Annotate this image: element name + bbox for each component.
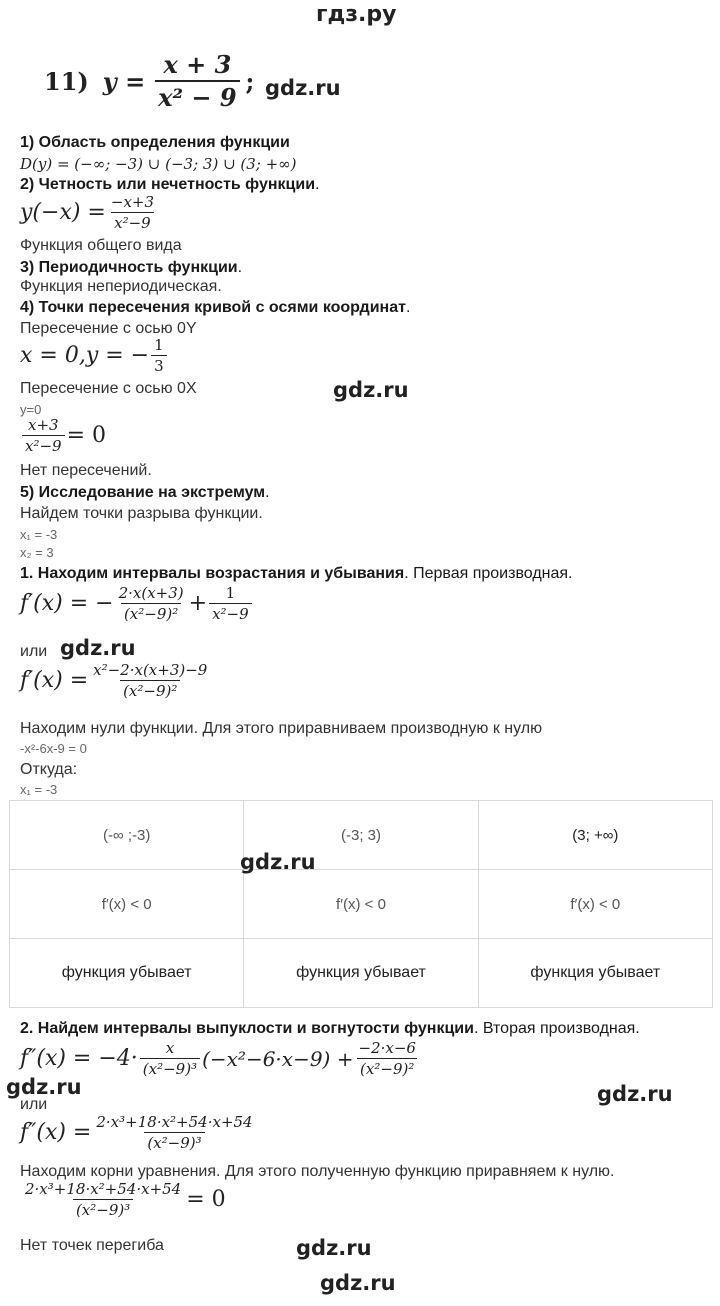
- or-label-2: или: [20, 1096, 48, 1113]
- problem-lhs: y =: [102, 66, 146, 96]
- ox-rhs: = 0: [66, 423, 107, 448]
- monotonicity-table: [9, 800, 713, 1008]
- section-extremum-heading: 5) Исследование на экстремум.: [20, 484, 270, 501]
- d1b-lhs: f′(x) =: [20, 668, 89, 693]
- whence-label: Откуда:: [20, 761, 78, 778]
- watermark-gdz-8: gdz.ru: [320, 1271, 396, 1295]
- parity-denominator: x²−9: [111, 212, 154, 232]
- d1-lhs: f′(x) = −: [20, 591, 114, 616]
- d2-lhs: f″(x) = −4·: [20, 1046, 138, 1071]
- monotonicity-heading: 1. Находим интервалы возрастания и убывания. Первая производная.: [20, 565, 573, 582]
- d2-denominator-2: (x²−9)²: [357, 1058, 417, 1078]
- sign-cell: f′(x) < 0: [478, 870, 712, 939]
- problem-fraction: [155, 50, 239, 112]
- d2-denominator-1: (x²−9)³: [140, 1058, 200, 1078]
- interval-cell: (-3; 3): [244, 801, 478, 870]
- interval-cell: (-∞ ;-3): [10, 801, 244, 870]
- d1b-denominator: (x²−9)²: [120, 680, 180, 700]
- break-x1: x₁ = -3: [20, 527, 58, 542]
- d2b-fraction: [93, 1113, 255, 1152]
- periodicity-note: Функция непериодическая.: [20, 278, 222, 295]
- ox-label: Пересечение с осью 0X: [20, 380, 197, 397]
- parity-fraction: [108, 193, 157, 232]
- d2-numerator-1: x: [165, 1039, 175, 1057]
- sign-cell: f′(x) < 0: [244, 870, 478, 939]
- parity-note: Функция общего вида: [20, 237, 182, 254]
- problem-statement: [44, 50, 254, 112]
- table-row: [10, 801, 713, 870]
- d1-denominator-1: (x²−9)²: [121, 603, 181, 623]
- d2-fraction-1: [140, 1039, 200, 1078]
- inflection-fraction: [22, 1180, 184, 1219]
- ox-result: Нет пересечений.: [20, 462, 152, 479]
- interval-cell: (3; +∞): [478, 801, 712, 870]
- behavior-cell: функция убывает: [478, 939, 712, 1008]
- parity-lhs: y(−x) =: [20, 200, 106, 225]
- convexity-heading: 2. Найдем интервалы выпуклости и вогнутости функции. Вторая производная.: [20, 1020, 640, 1037]
- d2b-numerator: 2·x³+18·x²+54·x+54: [96, 1113, 253, 1131]
- problem-denominator: x² − 9: [155, 80, 239, 112]
- sign-cell: f′(x) < 0: [10, 870, 244, 939]
- d2-fraction-2: [355, 1039, 418, 1078]
- d1-fraction-2: [209, 584, 252, 623]
- watermark-gdz-3: gdz.ru: [60, 636, 136, 660]
- behavior-cell: функция убывает: [10, 939, 244, 1008]
- second-derivative-simplified: [20, 1113, 258, 1152]
- d1b-numerator: x²−2·x(x+3)−9: [93, 661, 208, 679]
- inflection-numerator: 2·x³+18·x²+54·x+54: [25, 1180, 182, 1198]
- breaks-note: Найдем точки разрыва функции.: [20, 505, 263, 522]
- d1-numerator-2: 1: [225, 584, 236, 602]
- problem-semicolon: ;: [245, 66, 255, 96]
- ox-fraction: [22, 416, 65, 455]
- d1b-fraction: [90, 661, 210, 700]
- watermark-gdz-4: gdz.ru: [240, 850, 316, 874]
- zeros-note: Находим нули функции. Для этого приравниваем производную к нулю: [20, 720, 543, 737]
- d2b-denominator: (x²−9)³: [144, 1132, 204, 1152]
- d2b-lhs: f″(x) =: [20, 1120, 92, 1145]
- inflection-result: Нет точек перегиба: [20, 1237, 164, 1254]
- d1-plus: +: [188, 591, 208, 616]
- oy-denominator: 3: [151, 355, 167, 375]
- oy-fraction: [151, 336, 167, 375]
- or-label-1: или: [20, 643, 48, 660]
- ox-denominator: x²−9: [22, 435, 65, 455]
- oy-lhs: x = 0,y = −: [20, 343, 150, 368]
- section-periodicity-heading: 3) Периодичность функции.: [20, 259, 243, 276]
- section-domain-heading: 1) Область определения функции: [20, 134, 290, 151]
- watermark-top: гдз.ру: [316, 2, 397, 27]
- roots-note: Находим корни уравнения. Для этого полученную функцию приравняем к нулю.: [20, 1163, 615, 1180]
- d2-numerator-2: −2·x−6: [358, 1039, 416, 1057]
- oy-numerator: 1: [154, 336, 164, 354]
- root-x1: x₁ = -3: [20, 782, 58, 797]
- table-row: [10, 939, 713, 1008]
- ox-condition: y=0: [20, 402, 42, 417]
- first-derivative-formula: [20, 584, 254, 623]
- problem-number: 11): [44, 66, 89, 96]
- zeros-equation: -x²-6x-9 = 0: [20, 741, 87, 756]
- first-derivative-simplified: [20, 661, 212, 700]
- problem-numerator: x + 3: [163, 50, 232, 79]
- oy-label: Пересечение с осью 0Y: [20, 320, 197, 337]
- table-row: [10, 870, 713, 939]
- domain-expression: D(y) = (−∞; −3) ∪ (−3; 3) ∪ (3; +∞): [20, 155, 297, 173]
- parity-formula: [20, 193, 159, 232]
- d1-numerator-1: 2·x(x+3): [118, 584, 184, 602]
- inflection-equation: [20, 1180, 226, 1219]
- watermark-gdz-1: gdz.ru: [265, 76, 341, 100]
- inflection-denominator: (x²−9)³: [73, 1199, 133, 1219]
- watermark-gdz-2: gdz.ru: [333, 378, 409, 402]
- section-intersections-heading: 4) Точки пересечения кривой с осями координат.: [20, 299, 411, 316]
- watermark-gdz-7: gdz.ru: [296, 1236, 372, 1260]
- d2-middle: (−x²−6·x−9) +: [202, 1046, 354, 1071]
- section-parity-heading: 2) Четность или нечетность функции.: [20, 176, 320, 193]
- watermark-gdz-6: gdz.ru: [597, 1082, 673, 1106]
- parity-numerator: −x+3: [110, 193, 155, 211]
- ox-numerator: x+3: [28, 416, 59, 434]
- watermark-gdz-5: gdz.ru: [6, 1075, 82, 1099]
- ox-formula: [20, 416, 106, 455]
- behavior-cell: функция убывает: [244, 939, 478, 1008]
- d1-fraction-1: [116, 584, 187, 623]
- inflection-rhs: = 0: [186, 1187, 226, 1212]
- oy-formula: [20, 336, 169, 375]
- second-derivative-formula: [20, 1039, 421, 1078]
- d1-denominator-2: x²−9: [209, 603, 252, 623]
- break-x2: x₂ = 3: [20, 545, 54, 560]
